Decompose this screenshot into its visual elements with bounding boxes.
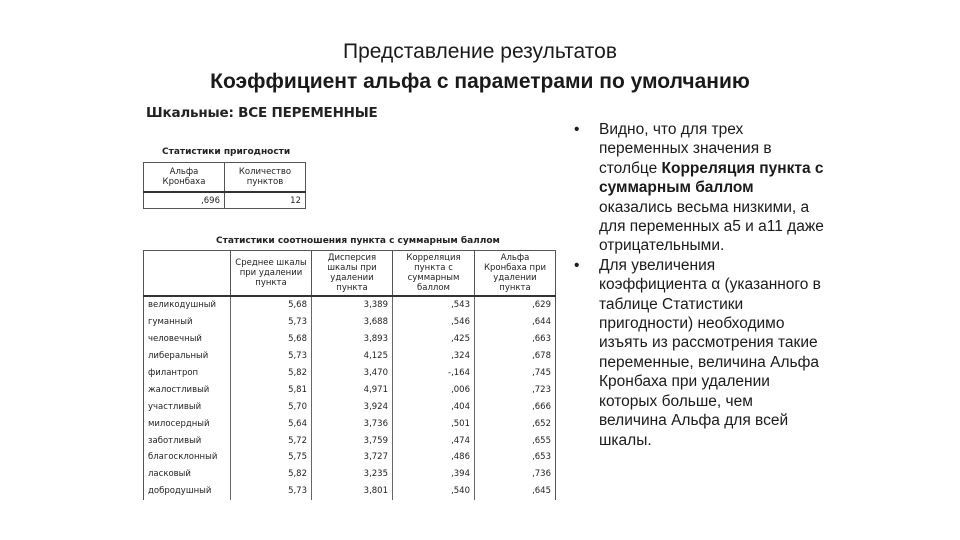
item-name: добродушный: [144, 483, 231, 500]
table-row: [144, 432, 556, 449]
bullet-item: [574, 256, 824, 450]
item-var: 3,688: [312, 314, 393, 331]
item-name: либеральный: [144, 348, 231, 365]
item-name: ласковый: [144, 466, 231, 483]
reliability-table: [143, 162, 306, 209]
table-row: [144, 381, 556, 398]
item-var: 3,924: [312, 398, 393, 415]
item-var: 3,801: [312, 483, 393, 500]
item-mean: 5,73: [231, 348, 312, 365]
item-alpha: ,723: [475, 381, 556, 398]
item-total-header-blank: [144, 251, 231, 297]
item-total-header-corr: Корреляция пункта с суммарным баллом: [393, 251, 475, 297]
item-var: 3,893: [312, 331, 393, 348]
item-var: 3,235: [312, 466, 393, 483]
table-row: [144, 314, 556, 331]
item-name: жалостливый: [144, 381, 231, 398]
item-alpha: ,666: [475, 398, 556, 415]
item-alpha: ,644: [475, 314, 556, 331]
item-alpha: ,745: [475, 365, 556, 382]
item-mean: 5,82: [231, 365, 312, 382]
item-corr: ,324: [393, 348, 475, 365]
table-row: [144, 296, 556, 314]
item-name: человечный: [144, 331, 231, 348]
item-name: гуманный: [144, 314, 231, 331]
reliability-header-count: Количество пунктов: [225, 163, 306, 193]
item-mean: 5,73: [231, 483, 312, 500]
table-row: [144, 348, 556, 365]
spss-scale-title: Шкальные: ВСЕ ПЕРЕМЕННЫЕ: [146, 105, 378, 121]
table-row: [144, 365, 556, 382]
table-row: [144, 483, 556, 500]
bullet-list: [574, 120, 824, 450]
table-row: [144, 331, 556, 348]
item-var: 4,125: [312, 348, 393, 365]
item-mean: 5,72: [231, 432, 312, 449]
item-mean: 5,81: [231, 381, 312, 398]
item-mean: 5,68: [231, 331, 312, 348]
reliability-value-alpha: ,696: [144, 192, 225, 209]
bullet-text: Для увеличения коэффициента α (указанного в таблице Статистики пригодности) необходимо изъять из рассмотрения такие переменные, величина Альфа Кронбаха при удалении которых больше, чем величина Альфа для всей шкалы.: [599, 256, 821, 449]
item-corr: ,394: [393, 466, 475, 483]
table-row: [144, 415, 556, 432]
item-total-header-var: Дисперсия шкалы при удалении пункта: [312, 251, 393, 297]
item-name: филантроп: [144, 365, 231, 382]
reliability-value-count: 12: [225, 192, 306, 209]
item-total-caption: Статистики соотношения пункта с суммарным баллом: [216, 236, 500, 246]
item-var: 3,389: [312, 296, 393, 314]
item-var: 3,727: [312, 449, 393, 466]
table-row: [144, 466, 556, 483]
item-var: 3,759: [312, 432, 393, 449]
item-mean: 5,82: [231, 466, 312, 483]
reliability-caption: Статистики пригодности: [162, 147, 291, 157]
item-mean: 5,64: [231, 415, 312, 432]
table-row: [144, 398, 556, 415]
item-alpha: ,652: [475, 415, 556, 432]
bullet-text: Видно, что для трех переменных значения в столбце: [599, 121, 772, 177]
slide-title-line1: Представление результатов: [343, 40, 617, 63]
item-corr: ,501: [393, 415, 475, 432]
item-var: 3,736: [312, 415, 393, 432]
item-mean: 5,70: [231, 398, 312, 415]
item-mean: 5,73: [231, 314, 312, 331]
item-corr: ,425: [393, 331, 475, 348]
item-mean: 5,75: [231, 449, 312, 466]
item-corr: ,474: [393, 432, 475, 449]
item-name: благосклонный: [144, 449, 231, 466]
item-var: 3,470: [312, 365, 393, 382]
bullet-text-bold: Корреляция пункта с суммарным баллом: [599, 159, 824, 197]
item-alpha: ,653: [475, 449, 556, 466]
item-var: 4,971: [312, 381, 393, 398]
item-alpha: ,645: [475, 483, 556, 500]
item-corr: ,543: [393, 296, 475, 314]
item-alpha: ,629: [475, 296, 556, 314]
bullet-dot-icon: •: [574, 256, 580, 274]
item-name: великодушный: [144, 296, 231, 314]
item-mean: 5,68: [231, 296, 312, 314]
item-corr: ,404: [393, 398, 475, 415]
item-alpha: ,655: [475, 432, 556, 449]
table-row: [144, 449, 556, 466]
item-total-header-mean: Среднее шкалы при удалении пункта: [231, 251, 312, 297]
bullet-text: оказались весьма низкими, а для переменных а5 и а11 даже отрицательными.: [599, 198, 824, 255]
item-corr: ,546: [393, 314, 475, 331]
slide-title-line2: Коэффициент альфа с параметрами по умолчанию: [210, 70, 750, 93]
item-total-header-alpha: Альфа Кронбаха при удалении пункта: [475, 251, 556, 297]
item-corr: -,164: [393, 365, 475, 382]
item-name: участливый: [144, 398, 231, 415]
item-total-body: [144, 296, 556, 500]
item-total-table: [143, 250, 556, 500]
item-alpha: ,663: [475, 331, 556, 348]
bullet-dot-icon: •: [574, 121, 580, 138]
item-name: милосердный: [144, 415, 231, 432]
item-alpha: ,678: [475, 348, 556, 365]
item-corr: ,540: [393, 483, 475, 500]
item-alpha: ,736: [475, 466, 556, 483]
reliability-header-alpha: Альфа Кронбаха: [144, 163, 225, 193]
item-corr: ,486: [393, 449, 475, 466]
item-corr: ,006: [393, 381, 475, 398]
item-name: заботливый: [144, 432, 231, 449]
bullet-item: [574, 120, 824, 256]
